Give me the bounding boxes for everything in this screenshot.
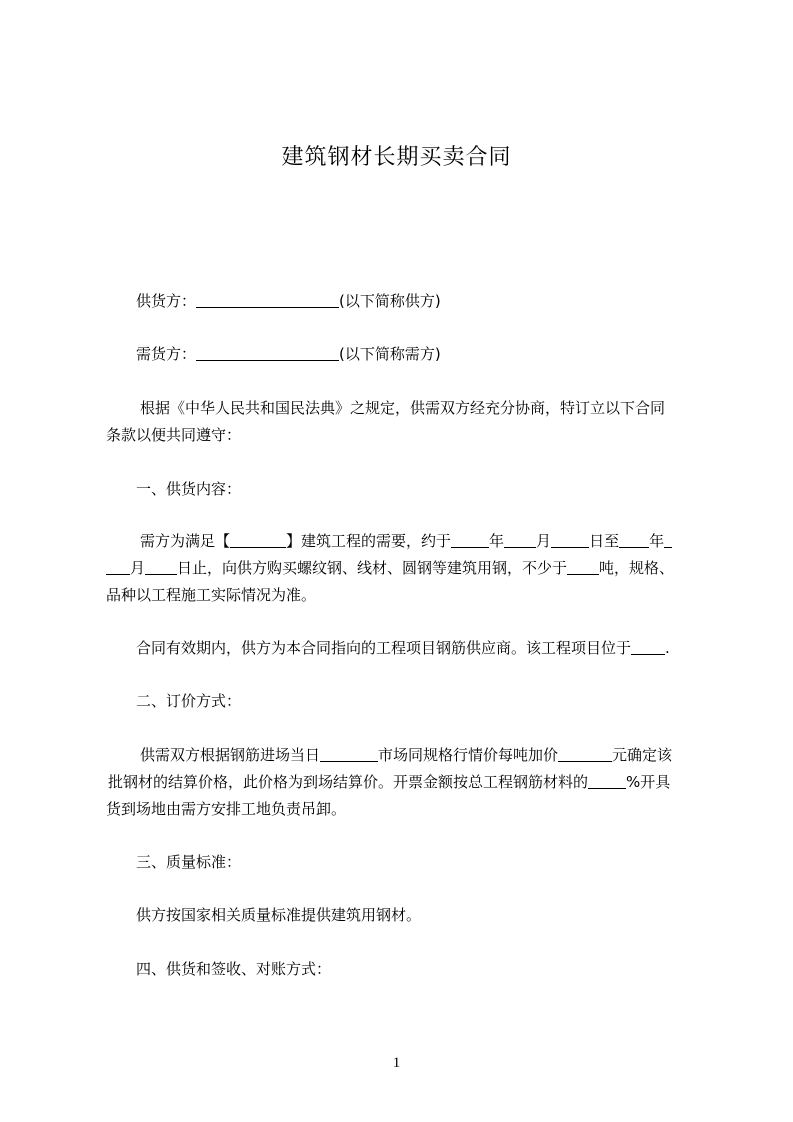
- buyer-suffix: (以下简称需方): [339, 345, 441, 363]
- section4-title: 四、供货和签收、对账方式：: [136, 960, 332, 978]
- intro-line-2: 条款以便共同遵守：: [106, 426, 242, 444]
- s1-text: 年: [489, 532, 505, 550]
- s2-line3: 货到场地由需方安排工地负责吊卸。: [106, 800, 347, 818]
- market-date-blank: [320, 745, 378, 762]
- s1-text: 日止，向供方购买螺纹钢、线材、圆钢等建筑用钢，不少于: [177, 559, 568, 577]
- s2-text: 供需双方根据钢筋进场当日: [140, 746, 321, 764]
- start-month-blank: [504, 531, 536, 548]
- s1-text: 】建筑工程的需要，约于: [286, 532, 452, 550]
- s2-line1: [140, 744, 701, 766]
- s2-text: 元确定该: [612, 746, 673, 764]
- s1-p2-text: 合同有效期内，供方为本合同指向的工程项目钢筋供应商。该工程项目位于: [136, 639, 632, 657]
- s2-line2: [108, 771, 701, 793]
- s1-text: 月: [536, 532, 552, 550]
- s1-p1-line3: 品种以工程施工实际情况为准。: [106, 586, 317, 604]
- buyer-label: 需货方：: [136, 345, 197, 363]
- s1-text: 月: [130, 559, 146, 577]
- buyer-blank: [196, 344, 339, 361]
- end-year-blank: [619, 531, 649, 548]
- project-location-blank: [631, 638, 665, 655]
- s1-p2: [136, 637, 701, 659]
- markup-blank: [558, 745, 612, 762]
- s2-text: 市场同规格行情价每吨加价: [378, 746, 559, 764]
- start-day-blank: [551, 531, 589, 548]
- start-year-blank: [451, 531, 489, 548]
- s1-text: 需方为满足【: [140, 532, 231, 550]
- section1-title: 一、供货内容：: [136, 480, 242, 498]
- page-number: 1: [392, 1055, 401, 1071]
- project-name-blank: [230, 531, 286, 548]
- supplier-blank: [196, 291, 339, 308]
- end-month-blank: [106, 558, 130, 575]
- document-title: 建筑钢材长期买卖合同: [281, 145, 512, 170]
- invoice-percent-blank: [588, 772, 626, 789]
- s1-text: 年: [649, 532, 665, 550]
- s1-p2-end: .: [665, 639, 670, 657]
- s1-text: 吨，规格、: [599, 559, 675, 577]
- end-day-blank: [145, 558, 177, 575]
- supplier-line: [136, 290, 701, 312]
- s3-p1: 供方按国家相关质量标准提供建筑用钢材。: [136, 906, 422, 924]
- s1-p1-line1: [140, 530, 701, 552]
- s2-text: 批钢材的结算价格，此价格为到场结算价。开票金额按总工程钢筋材料的: [108, 773, 589, 791]
- s1-p1-line2: [106, 557, 701, 579]
- tonnage-blank: [567, 558, 599, 575]
- section3-title: 三、质量标准：: [136, 853, 242, 871]
- intro-line-1: 根据《中华人民共和国民法典》之规定，供需双方经充分协商，特订立以下合同: [140, 399, 666, 417]
- s1-text: 日至: [589, 532, 620, 550]
- section2-title: 二、订价方式：: [136, 692, 242, 710]
- s2-text: %开具: [626, 773, 671, 791]
- supplier-suffix: (以下简称供方): [339, 292, 441, 310]
- end-year-tail-blank: [664, 531, 672, 548]
- buyer-line: [136, 343, 701, 365]
- supplier-label: 供货方：: [136, 292, 197, 310]
